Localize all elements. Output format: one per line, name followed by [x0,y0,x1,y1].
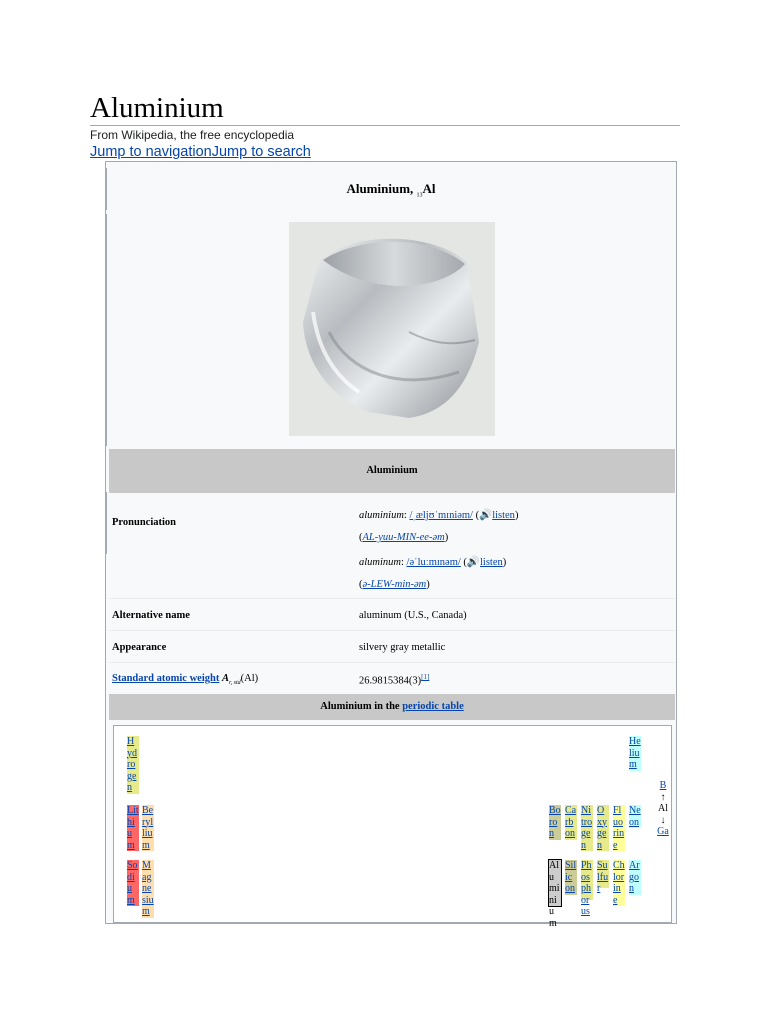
element-above-link[interactable]: B [659,780,667,791]
caption-atomic-number: 13 [416,192,423,199]
row-divider [109,598,675,599]
group-navigation [656,780,670,838]
pronunciation-label: Pronunciation [112,517,176,528]
element-boron[interactable] [549,805,561,840]
standard-atomic-weight-link[interactable]: Standard atomic weight [112,673,220,684]
periodic-header-text: Aluminium in the [320,701,403,712]
jump-to-navigation-link[interactable]: Jump to navigation [90,144,212,160]
arrow-up-icon: ↑ [660,791,666,803]
divider [106,214,107,446]
speaker-icon: 🔊 [466,557,480,568]
caption-element-name: Aluminium, [346,181,417,196]
element-link[interactable]: Magnesium [142,860,154,917]
element-carbon[interactable] [565,805,577,840]
appearance-label: Appearance [112,642,167,653]
element-lithium[interactable] [127,805,139,851]
periodic-table-link[interactable]: periodic table [402,701,464,712]
element-sodium[interactable] [127,860,139,906]
respelling-link[interactable] [363,579,427,590]
atomic-weight-label [112,673,258,686]
row-divider [109,630,675,631]
element-link[interactable]: Phosphorus [581,860,592,917]
atomic-weight-number: 26.9815384(3) [359,675,422,687]
element-link[interactable]: Boron [549,805,561,839]
element-link[interactable]: Beryllium [142,805,154,851]
element-link[interactable]: Sodium [127,860,138,906]
element-hydrogen[interactable] [127,736,139,794]
periodic-table-mini [113,725,672,929]
element-link[interactable]: Oxygen [597,805,607,851]
element-link[interactable]: Chlorine [613,860,625,906]
element-neon[interactable] [629,805,641,828]
listen-link[interactable]: listen [492,510,515,521]
alt-name-value: aluminum (U.S., Canada) [359,610,467,621]
title-divider [90,125,680,126]
periodic-table-header [109,694,675,720]
element-silicon[interactable] [565,860,577,895]
ipa-link[interactable]: /əˈluːmɪnəm/ [406,557,461,568]
arrow-down-icon: ↓ [660,814,666,826]
infobox-caption [106,181,676,199]
pronunciation-line-4: (ə-LEW-min-əm) [359,579,430,590]
element-helium[interactable] [629,736,641,771]
site-tagline: From Wikipedia, the free encyclopedia [90,128,295,142]
element-phosphorus[interactable] [581,860,593,917]
element-link[interactable]: Carbon [565,805,577,839]
aluminium-sample-photo[interactable] [289,222,495,436]
pronunciation-line-3: aluminum: /əˈluːmɪnəm/ (🔊listen) [359,557,507,568]
atomic-weight-symbol: A [221,673,229,684]
element-link[interactable]: Fluorine [613,805,625,851]
element-link[interactable]: Argon [629,860,640,894]
jump-to-search-link[interactable]: Jump to search [211,144,311,160]
atomic-weight-element: (Al) [240,673,259,684]
reference-link[interactable]: [1] [421,673,430,681]
element-label: Aluminium [549,860,560,929]
element-aluminium[interactable] [549,860,561,929]
element-oxygen[interactable] [597,805,609,851]
atomic-weight-subscript: r, std [228,680,241,687]
jump-links [90,144,311,160]
element-nitrogen[interactable] [581,805,593,851]
pronunciation-line-1: aluminium: /ˌæljʊˈmɪniəm/ (🔊listen) [359,510,519,521]
appearance-value: silvery gray metallic [359,642,446,653]
element-link[interactable]: Hydrogen [127,736,137,793]
respelling-text: AL-yuu-MIN-ee-əm [362,532,445,543]
alt-name-label: Alternative name [112,610,190,621]
element-chlorine[interactable] [613,860,625,906]
pronunciation-word: aluminium [359,510,404,521]
element-link[interactable]: Silicon [565,860,577,894]
element-below-link[interactable]: Ga [657,826,669,837]
element-fluorine[interactable] [613,805,625,851]
element-link[interactable]: Sulfur [597,860,609,894]
current-element-symbol: Al [658,803,668,814]
respelling-text: ə-LEW-min-əm [362,579,427,590]
caption-symbol: Al [422,181,436,196]
element-link[interactable]: Nitrogen [581,805,593,851]
page-title: Aluminium [90,92,224,124]
infobox [105,161,677,929]
element-magnesium[interactable] [142,860,154,918]
infobox-header: Aluminium [109,449,675,493]
element-sulfur[interactable] [597,860,609,894]
element-link[interactable]: Neon [629,805,641,828]
pronunciation-word: aluminum [359,557,401,568]
pronunciation-line-2: (AL-yuu-MIN-ee-əm) [359,532,449,543]
row-divider [109,662,675,663]
element-argon[interactable] [629,860,641,895]
element-beryllium[interactable] [142,805,154,851]
speaker-icon: 🔊 [479,510,493,521]
ipa-link[interactable]: /ˌæljʊˈmɪniəm/ [409,510,473,521]
respelling-link[interactable] [363,532,445,543]
element-link[interactable]: Lithium [127,805,139,851]
element-link[interactable]: Helium [629,736,641,770]
listen-link[interactable]: listen [480,557,503,568]
atomic-weight-value [359,673,429,687]
divider [106,492,107,554]
